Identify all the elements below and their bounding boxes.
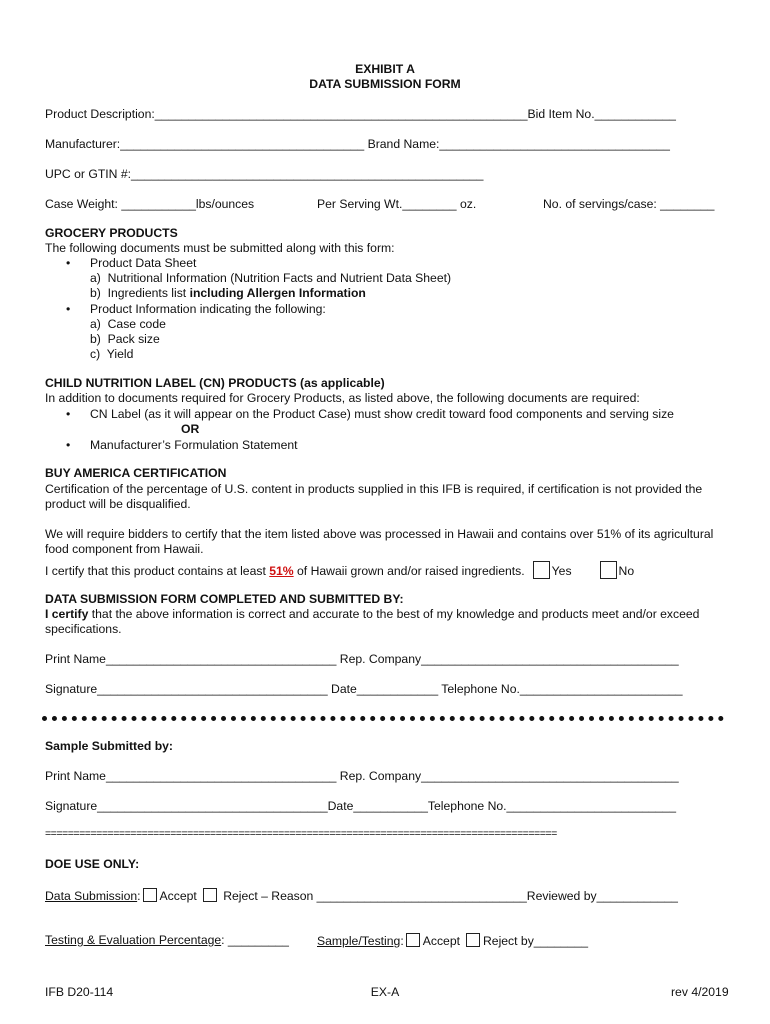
product-description-field[interactable]: Product Description:_______________________________________________________Bid Item No.____________ (45, 107, 676, 121)
buy-america-p2-line2: food component from Hawaii. (45, 542, 204, 556)
grocery-heading: GROCERY PRODUCTS (45, 226, 178, 240)
no-checkbox[interactable] (600, 561, 617, 579)
certify-line-1: I certify that the above information is correct and accurate to the best of my knowledge and products meet and/or exceed (45, 607, 700, 621)
sample-signature-field[interactable]: Signature__________________________________Date___________Telephone No._________________________ (45, 799, 676, 813)
case-weight-field[interactable]: Case Weight: ___________lbs/ounces (45, 197, 255, 211)
doe-sample-testing-row: Sample/Testing: Accept Reject by________ (317, 934, 589, 948)
footer-page: EX-A (370, 985, 400, 999)
servings-case-field[interactable]: No. of servings/case: ________ (543, 197, 715, 211)
yes-checkbox[interactable] (533, 561, 550, 579)
doe-heading: DOE USE ONLY: (45, 857, 140, 871)
grocery-intro: The following documents must be submitted along with this form: (45, 241, 395, 255)
dotted-divider (42, 716, 724, 721)
submitter-print-name-field[interactable]: Print Name__________________________________ Rep. Company______________________________________ (45, 652, 679, 666)
sample-heading: Sample Submitted by: (45, 739, 173, 753)
grocery-bullet-1: Product Data Sheet (90, 256, 197, 270)
completed-heading: DATA SUBMISSION FORM COMPLETED AND SUBMITTED BY: (45, 592, 404, 606)
footer-rev: rev 4/2019 (671, 985, 729, 999)
cn-bullet-1: CN Label (as it will appear on the Product Case) must show credit toward food components and serving size (90, 407, 674, 421)
form-title: DATA SUBMISSION FORM (309, 77, 461, 91)
yes-label: Yes (551, 564, 572, 578)
buy-america-heading: BUY AMERICA CERTIFICATION (45, 466, 227, 480)
bullet-dot: • (66, 256, 71, 270)
grocery-item-c2: c) Yield (90, 347, 134, 361)
bullet-dot: • (66, 407, 71, 421)
footer-ifb: IFB D20-114 (45, 985, 114, 999)
sample-reject-checkbox[interactable] (466, 933, 480, 947)
hawaii-certify-line: I certify that this product contains at least 51% of Hawaii grown and/or raised ingredients. Yes No (45, 561, 634, 579)
per-serving-field[interactable]: Per Serving Wt.________ oz. (317, 197, 477, 211)
exhibit-label: EXHIBIT A (355, 62, 415, 76)
grocery-item-a2: a) Case code (90, 317, 166, 331)
reject-reason-field[interactable]: Reject – Reason _______________________________Reviewed by____________ (223, 889, 678, 903)
submitter-signature-field[interactable]: Signature__________________________________ Date____________ Telephone No.________________________ (45, 682, 683, 696)
testing-percentage-field[interactable]: : _________ (221, 933, 289, 947)
doe-testing-row: Testing & Evaluation Percentage: _________ (45, 933, 289, 947)
sample-accept-checkbox[interactable] (406, 933, 420, 947)
cn-intro: In addition to documents required for Grocery Products, as listed above, the following documents are required: (45, 391, 640, 405)
bullet-dot: • (66, 438, 71, 452)
sample-print-name-field[interactable]: Print Name__________________________________ Rep. Company______________________________________ (45, 769, 679, 783)
grocery-item-a1: a) Nutritional Information (Nutrition Facts and Nutrient Data Sheet) (90, 271, 452, 285)
reject-by-field[interactable]: Reject by________ (482, 934, 589, 948)
buy-america-p1-line1: Certification of the percentage of U.S. content in products supplied in this IFB is required, if certification is not provided the (45, 482, 703, 496)
grocery-bullet-2: Product Information indicating the following: (90, 302, 326, 316)
buy-america-p1-line2: product will be disqualified. (45, 497, 191, 511)
cn-or: OR (181, 422, 200, 436)
equals-divider: ========================================================================================== (45, 828, 557, 840)
manufacturer-field[interactable]: Manufacturer:____________________________________ Brand Name:__________________________________ (45, 137, 670, 151)
cn-heading: CHILD NUTRITION LABEL (CN) PRODUCTS (as applicable) (45, 376, 385, 390)
doe-accept-checkbox[interactable] (143, 888, 157, 902)
doe-reject-checkbox[interactable] (203, 888, 217, 902)
certify-line-2: specifications. (45, 622, 122, 636)
bullet-dot: • (66, 302, 71, 316)
cn-bullet-2: Manufacturer’s Formulation Statement (90, 438, 298, 452)
buy-america-p2-line1: We will require bidders to certify that the item listed above was processed in Hawaii and contains over 51% of its agricultural (45, 527, 714, 541)
upc-field[interactable]: UPC or GTIN #:____________________________________________________ (45, 167, 484, 181)
doe-data-submission-row: Data Submission: Accept Reject – Reason _______________________________Reviewed by____________ (45, 889, 678, 903)
grocery-item-b2: b) Pack size (90, 332, 160, 346)
grocery-item-b1: b) Ingredients list including Allergen Information (90, 286, 366, 300)
no-label: No (618, 564, 635, 578)
